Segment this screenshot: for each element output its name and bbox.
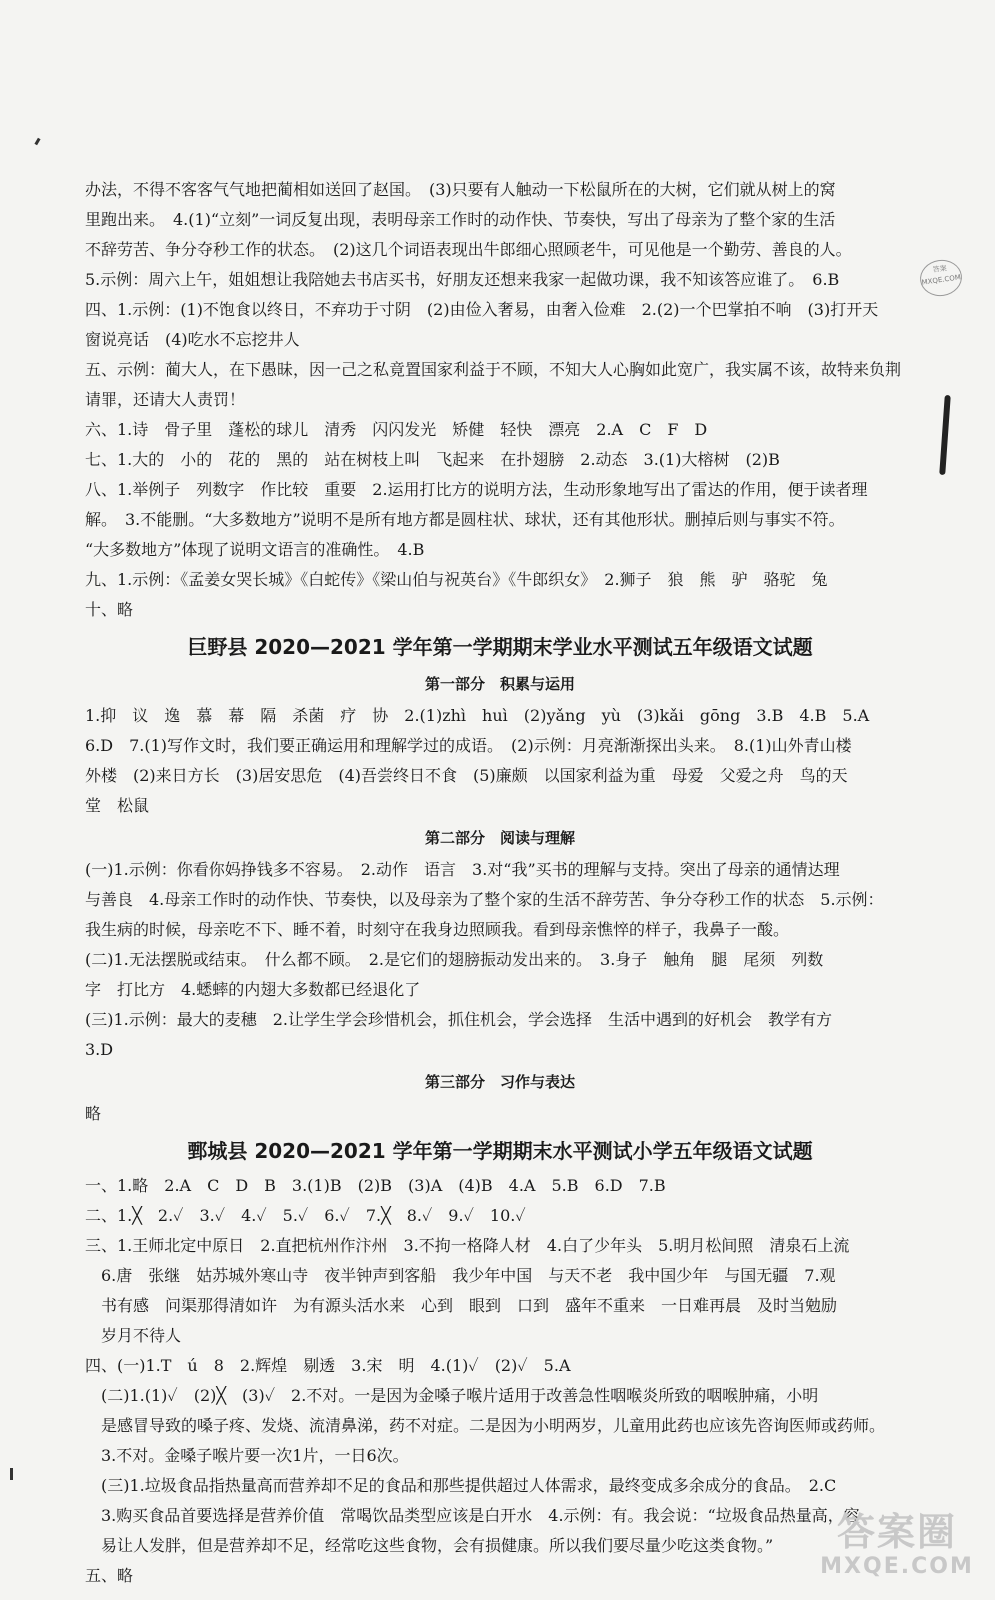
answer-line: 九、1.示例：《孟姜女哭长城》《白蛇传》《梁山伯与祝英台》《牛郎织女》 2.狮子 狼 熊 驴 骆驼 兔 <box>85 570 828 589</box>
small-stamp <box>918 257 965 298</box>
answer-line: 办法，不得不客客气气地把蔺相如送回了赵国。 (3)只要有人触动一下松鼠所在的大树，它们就从树上的窝 <box>85 180 836 199</box>
exam-juye <box>85 629 915 1129</box>
answer-line: 八、1.举例子 列数字 作比较 重要 2.运用打比方的说明方法，生动形象地写出了雷达的作用，便于读者理 <box>85 480 868 499</box>
answer-line: 十、略 <box>85 600 134 619</box>
answer-line: 四、1.示例：(1)不饱食以终日，不弃功于寸阴 (2)由俭入奢易，由奢入俭难 2.(2)一个巴掌拍不响 (3)打开天 <box>85 300 879 319</box>
answer-line: 七、1.大的 小的 花的 黑的 站在树枝上叫 飞起来 在扑翅膀 2.动态 3.(1)大榕树 (2)B <box>85 450 780 469</box>
stamp-line: MXQE.COM <box>921 273 962 287</box>
answer-line: 外楼 (2)来日方长 (3)居安思危 (4)吾尝终日不食 (5)廉颇 以国家利益为重 母爱 父爱之舟 鸟的天 <box>85 766 848 785</box>
answer-line: 六、1.诗 骨子里 蓬松的球儿 清秀 闪闪发光 矫健 轻快 漂亮 2.A C F D <box>85 420 708 439</box>
answer-line: 6.唐 张继 姑苏城外寒山寺 夜半钟声到客船 我少年中国 与天不老 我中国少年 与国无疆 7.观 <box>85 1266 836 1285</box>
answer-line: 请罪，还请大人责罚！ <box>85 390 246 409</box>
answer-line: 四、(一)1.T ú 8 2.辉煌 剔透 3.宋 明 4.(1)✓ (2)✓ 5.A <box>85 1356 571 1375</box>
watermark-logo-text: 答案圈 <box>836 1510 957 1554</box>
exam-juancheng <box>85 1133 915 1591</box>
answer-line: (一)1.示例：你看你妈挣钱多不容易。 2.动作 语言 3.对“我”买书的理解与支持。突出了母亲的通情达理 <box>85 860 840 879</box>
answer-line: 岁月不待人 <box>85 1326 182 1345</box>
section-heading: 第一部分 积累与运用 <box>424 675 575 693</box>
answer-line: 二、1.╳ 2.✓ 3.✓ 4.✓ 5.✓ 6.✓ 7.╳ 8.✓ 9.✓ 10.✓ <box>85 1206 526 1225</box>
section-heading: 第三部分 习作与表达 <box>424 1073 575 1091</box>
answer-line: 3.D <box>85 1040 114 1059</box>
stamp-line: 答案 <box>932 264 948 275</box>
answer-line: 解。 3.不能删。“大多数地方”说明不是所有地方都是圆柱状、球状，还有其他形状。删掉后则与事实不符。 <box>85 510 845 529</box>
answer-line: 与善良 4.母亲工作时的动作快、节奏快，以及母亲为了整个家的生活不辞劳苦、争分夺秒工作的状态 5.示例： <box>85 890 884 909</box>
answer-line: 5.示例：周六上午，姐姐想让我陪她去书店买书，好朋友还想来我家一起做功课，我不知该答应谁了。 6.B <box>85 270 840 289</box>
answer-line: 五、示例：蔺大人，在下愚昧，因一己之私竟置国家利益于不顾，不知大人心胸如此宽广，我实属不该，故特来负荆 <box>85 360 902 379</box>
watermark-url: MXQE.COM <box>820 1554 974 1579</box>
answer-content <box>85 175 915 1591</box>
answer-line: 字 打比方 4.蟋蟀的内翅大多数都已经退化了 <box>85 980 421 999</box>
answer-line: 窗说亮话 (4)吃水不忘挖井人 <box>85 330 300 349</box>
answer-line: 里跑出来。 4.(1)“立刻”一词反复出现，表明母亲工作时的动作快、节奏快，写出了母亲为了整个家的生活 <box>85 210 836 229</box>
answer-line: 6.D 7.(1)写作文时，我们要正确运用和理解学过的成语。 (2)示例：月亮渐渐探出头来。 8.(1)山外青山楼 <box>85 736 852 755</box>
answer-line: (三)1.示例：最大的麦穗 2.让学生学会珍惜机会，抓住机会，学会选择 生活中遇到的好机会 教学有方 <box>85 1010 833 1029</box>
answer-line: 略 <box>85 1104 102 1123</box>
answer-line: 3.不对。金嗓子喉片要一次1片，一日6次。 <box>85 1446 409 1465</box>
answer-line: (二)1.无法摆脱或结束。 什么都不顾。 2.是它们的翅膀振动发出来的。 3.身子 触角 腿 尾须 列数 <box>85 950 824 969</box>
answer-line: (三)1.垃圾食品指热量高而营养却不足的食品和那些提供超过人体需求，最终变成多余成分的食品。 2.C <box>85 1476 837 1495</box>
scan-speck <box>34 138 40 146</box>
answer-line: 五、略 <box>85 1566 134 1585</box>
answer-line: 易让人发胖，但是营养却不足，经常吃这些食物，会有损健康。所以我们要尽量少吃这类食物。” <box>85 1536 774 1555</box>
exam-title: 鄄城县 2020—2021 学年第一学期期末水平测试小学五年级语文试题 <box>187 1139 813 1163</box>
previous-exam-answers <box>85 175 915 625</box>
answer-line: 1.抑 议 逸 慕 幕 隔 杀菌 疗 协 2.(1)zhì huì (2)yǎng yù (3)kǎi gōng 3.B 4.B 5.A <box>85 706 870 725</box>
margin-ink-mark <box>939 395 951 475</box>
answer-line: 是感冒导致的嗓子疼、发烧、流清鼻涕，药不对症。二是因为小明两岁，儿童用此药也应该先咨询医师或药师。 <box>85 1416 886 1435</box>
answer-line: 三、1.王师北定中原日 2.直把杭州作汴州 3.不拘一格降人材 4.白了少年头 5.明月松间照 清泉石上流 <box>85 1236 850 1255</box>
answer-line: 一、1.略 2.A C D B 3.(1)B (2)B (3)A (4)B 4.A 5.B 6.D 7.B <box>85 1176 666 1195</box>
scan-speck <box>10 1468 13 1480</box>
answer-line: 书有感 问渠那得清如许 为有源头活水来 心到 眼到 口到 盛年不重来 一日难再晨 及时当勉励 <box>85 1296 838 1315</box>
exam-title: 巨野县 2020—2021 学年第一学期期末学业水平测试五年级语文试题 <box>187 635 813 659</box>
section-heading: 第二部分 阅读与理解 <box>424 829 575 847</box>
answer-line: (二)1.(1)✓ (2)╳ (3)✓ 2.不对。一是因为金嗓子喉片适用于改善急性咽喉炎所致的咽喉肿痛，小明 <box>85 1386 819 1405</box>
answer-line: 3.购买食品首要选择是营养价值 常喝饮品类型应该是白开水 4.示例：有。我会说：“垃圾食品热量高，容 <box>85 1506 860 1525</box>
answer-line: 我生病的时候，母亲吃不下、睡不着，时刻守在我身边照顾我。看到母亲憔悴的样子，我鼻子一酸。 <box>85 920 790 939</box>
answer-line: “大多数地方”体现了说明文语言的准确性。 4.B <box>85 540 425 559</box>
site-watermark <box>812 1510 982 1590</box>
answer-line: 堂 松鼠 <box>85 796 150 815</box>
answer-line: 不辞劳苦、争分夺秒工作的状态。 (2)这几个词语表现出牛郎细心照顾老牛，可见他是一个勤劳、善良的人。 <box>85 240 852 259</box>
